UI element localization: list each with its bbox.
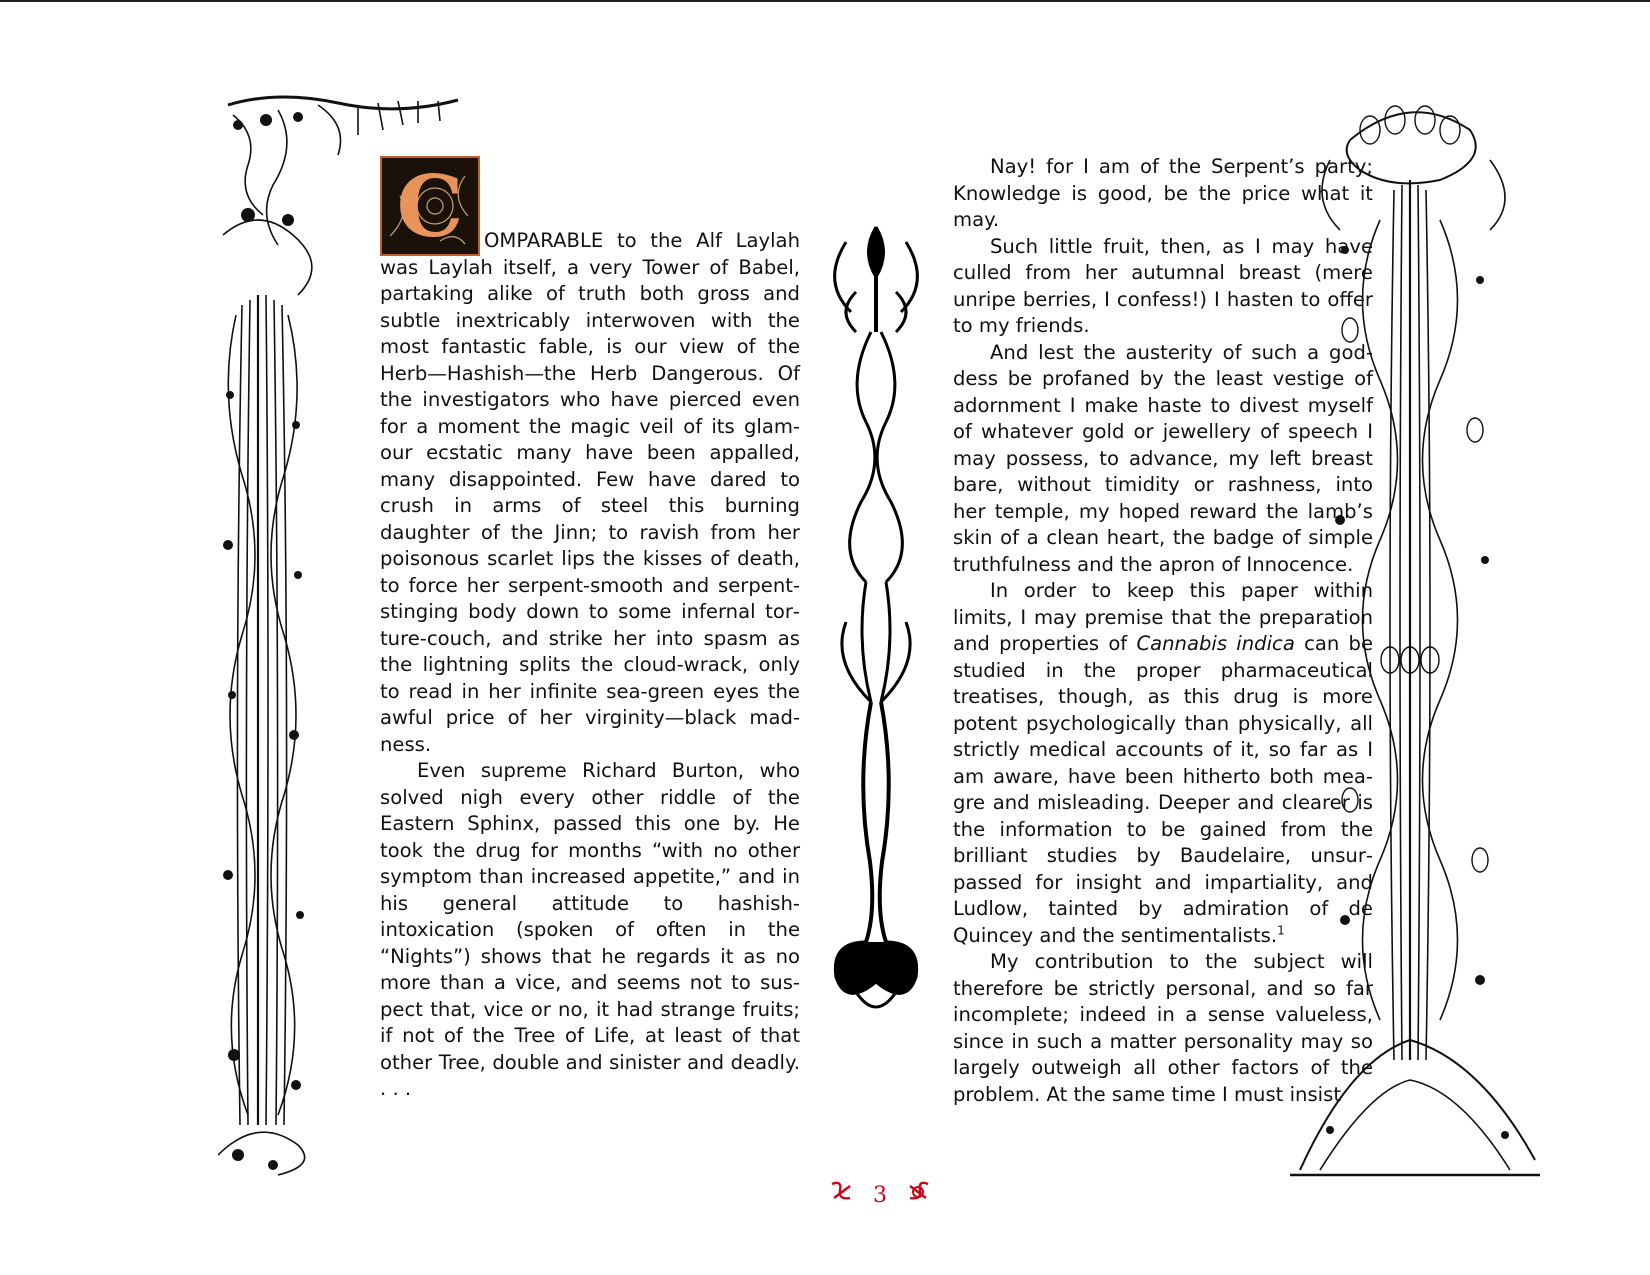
illuminated-dropcap-icon	[380, 156, 480, 256]
page-folio	[820, 1178, 940, 1216]
left-paragraph-2: Even supreme Richard Burton, who solved nigh every other riddle of the Eastern Sphinx, passed this one by. He took the drug for months “with no other symptom than increased appetite,” and in his general attitude to hashish-intoxication (spoken of often in the “Nights”) shows that he regards it as no more than a vice, and seems not to suspect that, vice or no, it had strange fruits; if not of the Tree of Life, at least of that other Tree, double and sinister and deadly. . . .	[380, 759, 800, 1100]
page-number: 3	[873, 1182, 887, 1208]
right-text-column	[953, 154, 1373, 1108]
knot-ornament-left-icon	[828, 1178, 856, 1212]
right-paragraph-4-text-a: In order to keep this paper within limits, I may premise that the preparation and properties of	[953, 579, 1373, 655]
right-paragraph-2: Such little fruit, then, as I may have culled from her autumnal breast (mere unripe berries, I confess!) I hasten to offer to my friends.	[953, 234, 1373, 337]
page-top-rule	[0, 0, 1650, 2]
center-vine-ornament-icon	[826, 222, 926, 1042]
right-paragraph-4	[953, 578, 1373, 949]
right-paragraph-5: My contribution to the subject will therefore be strictly personal, and so far incomplete; indeed in a sense valueless, since in such a matter personality may so largely outweigh all other factors of the problem. At the same time I must insist	[953, 950, 1373, 1106]
right-paragraph-3: And lest the austerity of such a goddess be profaned by the least vestige of adornment I make haste to divest myself of whatever gold or jewellery of speech I may possess, to advance, my left breast bare, without timidity or rashness, into her temple, my hoped reward the lamb’s skin of a clean heart, the badge of simple truthfulness and the apron of Innocence.	[953, 340, 1373, 576]
dropcap-letter: C	[396, 157, 464, 256]
right-paragraph-4-text-b: can be studied in the proper pharmaceutical treatises, though, as this drug is more potent psychologically than physically, all strictly medical accounts of it, so far as I am aware, have been hitherto both meagre and misleading. Deeper and clearer is the information to be gained from the brilliant studies by Baudelaire, unsurpassed for insight and impartiality, and Ludlow, tainted by admiration of de Quincey and the sentimentalists.	[953, 632, 1374, 947]
footnote-marker[interactable]: 1	[1277, 922, 1285, 937]
right-paragraph-1: Nay! for I am of the Serpent’s party; Knowledge is good, be the price what it may.	[953, 155, 1373, 231]
left-text-column	[380, 154, 800, 1103]
cannabis-indica-italic: Cannabis indica	[1136, 632, 1295, 655]
knot-ornament-right-icon	[904, 1178, 932, 1212]
left-paragraph-1: OMPARABLE to the Alf Laylah was Laylah itself, a very Tower of Babel, partaking alike of truth both gross and subtle inextricably interwoven with the most fantastic fable, is our view of the Herb—Hashish—the Herb Dangerous. Of the investigators who have pierced even for a moment the magic veil of its glamour ecstatic many have been appalled, many disappointed. Few have dared to crush in arms of steel this burning daughter of the Jinn; to ravish from her poisonous scarlet lips the kisses of death, to force her serpent-smooth and serpent-stinging body down to some infernal torture-couch, and strike her into spasm as the lightning splits the cloud-wrack, only to read in her infinite sea-green eyes the awful price of her virginity—black madness.	[380, 229, 800, 756]
